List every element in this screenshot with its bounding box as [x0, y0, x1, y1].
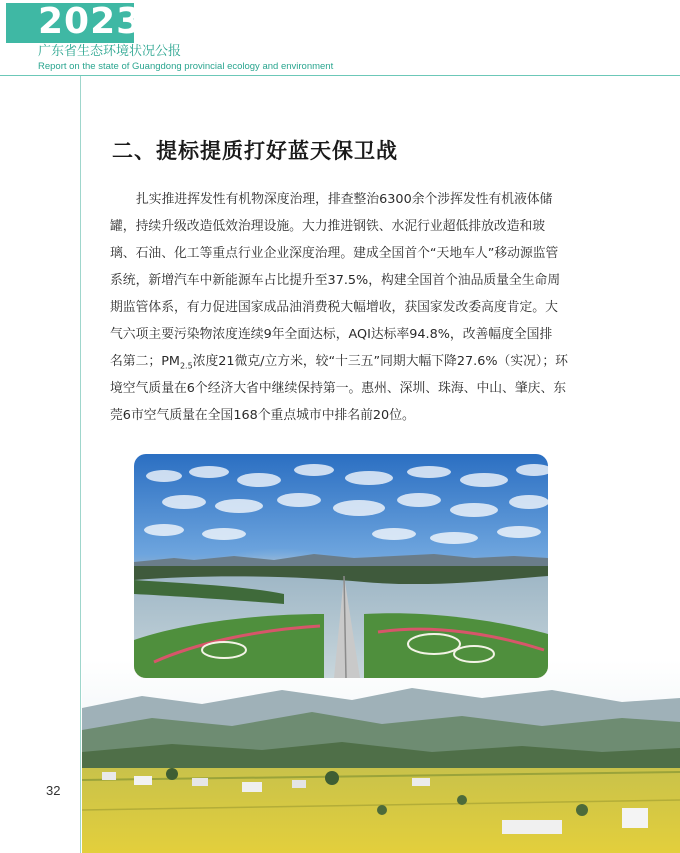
body-line: 璃、石油、化工等重点行业企业深度治理。建成全国首个“天地车人”移动源监管 [110, 246, 559, 261]
body-line: 系统，新增汽车中新能源车占比提升至37.5%，构建全国首个油品质量全生命周 [110, 273, 561, 288]
pm-label: PM [161, 354, 180, 369]
body-line: 气六项主要污染物浓度连续9年全面达标，AQI达标率94.8%，改善幅度全国排 [110, 327, 553, 342]
report-title-cn: 广东省生态环境状况公报 [38, 44, 182, 59]
header-divider [0, 75, 680, 76]
body-text-run: 名第二； [110, 354, 162, 369]
margin-divider [80, 76, 81, 853]
body-line: 罐，持续升级改造低效治理设施。大力推进钢铁、水泥行业超低排放改造和玻 [110, 219, 546, 234]
body-line: 境空气质量在6个经济大省中继续保持第一。惠州、深圳、珠海、中山、肇庆、东 [110, 381, 567, 396]
lakeside-park-photo [134, 454, 548, 678]
page-number: 32 [46, 783, 61, 798]
section-title: 二、提标提质打好蓝天保卫战 [112, 138, 398, 163]
body-line: 扎实推进挥发性有机物深度治理，排查整治6300余个涉挥发性有机液体储 [136, 192, 553, 207]
body-line: 莞6市空气质量在全国168个重点城市中排名前20位。 [110, 408, 415, 423]
rural-landscape-photo [82, 660, 680, 853]
body-text-run: 浓度21微克/立方米，较“十三五”同期大幅下降27.6%（实况）；环 [192, 354, 568, 369]
body-line: 期监管体系，有力促进国家成品油消费税大幅增收，获国家发改委高度肯定。大 [110, 300, 558, 315]
report-year: 2023 [38, 1, 143, 42]
body-line [110, 348, 580, 375]
pm-subscript: 2.5 [179, 361, 193, 371]
body-paragraph [110, 186, 580, 429]
report-title-en: Report on the state of Guangdong provincial ecology and environment [38, 61, 334, 72]
